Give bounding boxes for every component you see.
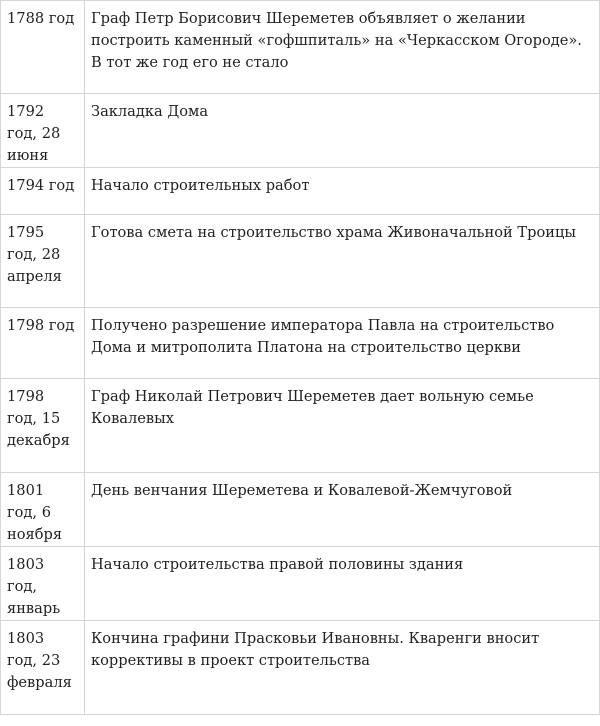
date-cell: 1795 год, 28 апреля [1, 215, 85, 308]
date-cell: 1798 год, 15 декабря [1, 379, 85, 473]
table-row [1, 379, 600, 473]
date-cell: 1801 год, 6 ноября [1, 473, 85, 547]
event-cell: Кончина графини Прасковьи Ивановны. Кваренги вносит коррективы в проект строительства [85, 621, 600, 715]
table-row [1, 94, 600, 168]
table-row [1, 547, 600, 621]
table-row [1, 215, 600, 308]
date-cell: 1803 год, январь [1, 547, 85, 621]
event-cell: Готова смета на строительство храма Живоначальной Троицы [85, 215, 600, 308]
event-cell: День венчания Шереметева и Ковалевой-Жемчуговой [85, 473, 600, 547]
table-row [1, 621, 600, 715]
date-cell: 1803 год, 23 февраля [1, 621, 85, 715]
date-cell: 1798 год [1, 308, 85, 379]
timeline-body [1, 1, 600, 715]
event-cell: Закладка Дома [85, 94, 600, 168]
date-cell: 1794 год [1, 168, 85, 215]
event-cell: Начало строительства правой половины здания [85, 547, 600, 621]
table-row [1, 308, 600, 379]
table-row [1, 473, 600, 547]
date-cell: 1792 год, 28 июня [1, 94, 85, 168]
event-cell: Получено разрешение императора Павла на строительство Дома и митрополита Платона на строительство церкви [85, 308, 600, 379]
event-cell: Граф Петр Борисович Шереметев объявляет о желании построить каменный «гофшпиталь» на «Черкасском Огороде». В тот же год его не стало [85, 1, 600, 94]
table-row [1, 1, 600, 94]
event-cell: Граф Николай Петрович Шереметев дает вольную семье Ковалевых [85, 379, 600, 473]
table-row [1, 168, 600, 215]
event-cell: Начало строительных работ [85, 168, 600, 215]
date-cell: 1788 год [1, 1, 85, 94]
